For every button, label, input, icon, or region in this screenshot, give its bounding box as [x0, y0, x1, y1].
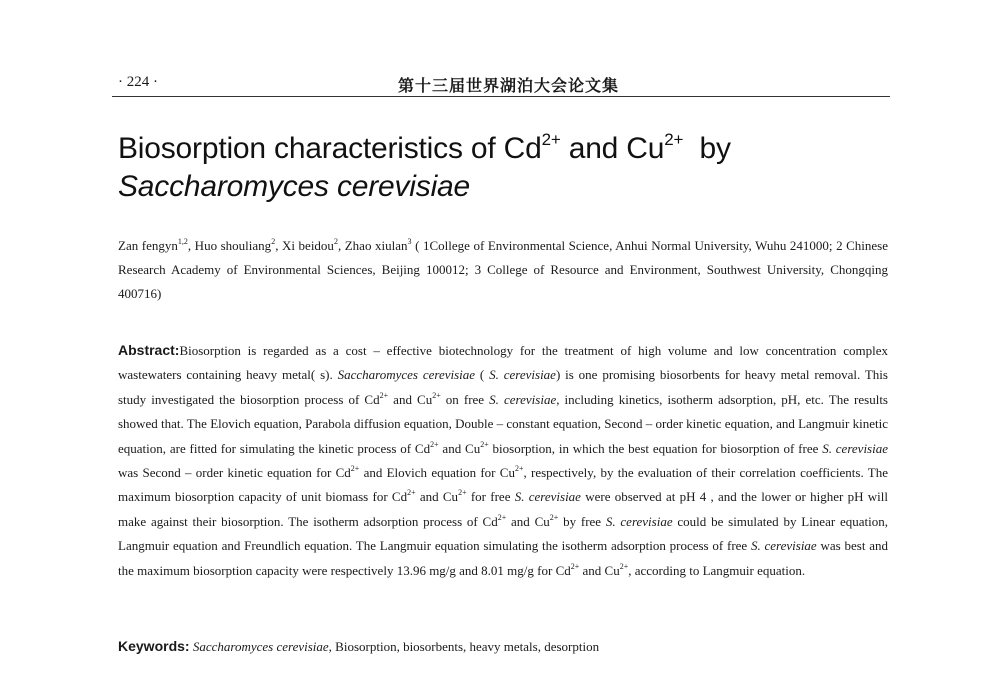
- ion-charge: 2+: [570, 561, 580, 571]
- page-header: [112, 70, 890, 98]
- abstract-text: and Elovich equation for Cu: [359, 465, 515, 481]
- title-text: by: [683, 132, 731, 165]
- author-affiliation-mark: 2: [333, 237, 338, 246]
- running-head: 第十三届世界湖泊大会论文集: [398, 76, 620, 95]
- author-name: , Xi beidou: [275, 238, 334, 253]
- abstract-text: and Cu: [506, 513, 550, 529]
- title-superscript: 2+: [541, 130, 561, 149]
- author-affiliation-mark: 2: [271, 237, 276, 246]
- ion-charge: 2+: [407, 488, 416, 498]
- species-name: S. cerevisiae: [489, 367, 556, 383]
- title-line-2: Saccharomyces cerevisiae: [118, 170, 471, 203]
- abstract-text: was best and the maximum biosorption capacity were respectively 13.96 mg/g and 8.01 mg/g for Cd: [118, 538, 888, 578]
- abstract-text: for free: [466, 489, 515, 505]
- ion-charge: 2+: [430, 439, 439, 449]
- author-name: , Huo shouliang: [187, 238, 272, 253]
- abstract-text: was Second – order kinetic equation for Cd: [118, 465, 351, 481]
- abstract-text: , respectively, by the evaluation of their correlation coefficients. The maximum biosorption capacity of unit biomass for Cd: [118, 465, 888, 505]
- header-rule: [112, 96, 890, 97]
- keywords-label: Keywords:: [118, 638, 190, 654]
- keywords-line: [118, 636, 888, 657]
- abstract-text: biosorption, in which the best equation for biosorption of free: [488, 440, 823, 456]
- species-name: S. cerevisiae: [489, 391, 557, 407]
- abstract-label: Abstract:: [118, 342, 180, 358]
- author-name: Zan fengyn: [118, 238, 178, 253]
- abstract-text: Biosorption is regarded as a cost – effective biotechnology for the treatment of high volume and low concentration complex wastewaters containing heavy metal( s).: [118, 343, 888, 383]
- abstract-text: and Cu: [415, 489, 459, 505]
- abstract-text: by free: [558, 513, 606, 529]
- abstract-text: on free: [440, 391, 490, 407]
- abstract-text: and Cu: [438, 440, 481, 456]
- abstract-text: , according to Langmuir equation.: [628, 562, 806, 578]
- ion-charge: 2+: [350, 464, 360, 474]
- authors-block: [118, 234, 888, 306]
- abstract-text: ) is one promising biosorbents for heavy metal removal. This study investigated the biosorption process of Cd: [118, 367, 888, 407]
- ion-charge: 2+: [458, 488, 467, 498]
- ion-charge: 2+: [480, 439, 489, 449]
- paper-title: [118, 130, 878, 206]
- ion-charge: 2+: [432, 390, 441, 400]
- page-number: · 224 ·: [118, 74, 158, 90]
- title-text: Biosorption characteristics of Cd: [118, 132, 542, 165]
- title-line-1: [118, 130, 878, 168]
- species-name: S. cerevisiae: [605, 513, 673, 529]
- abstract-paragraph: [118, 338, 888, 583]
- keywords-list: , Biosorption, biosorbents, heavy metals, desorption: [328, 639, 600, 654]
- keyword-species: Saccharomyces cerevisiae: [192, 639, 329, 654]
- species-name: Saccharomyces cerevisiae: [337, 367, 476, 383]
- species-name: S. cerevisiae: [750, 538, 817, 554]
- abstract-text: and Cu: [579, 562, 620, 578]
- abstract-text: and Cu: [388, 391, 433, 407]
- title-text: and Cu: [560, 132, 665, 165]
- ion-charge: 2+: [549, 512, 559, 522]
- title-superscript: 2+: [664, 130, 684, 149]
- species-name: S. cerevisiae: [514, 489, 581, 505]
- author-affiliation-mark: 3: [407, 237, 412, 246]
- abstract-text: (: [475, 367, 490, 383]
- ion-charge: 2+: [497, 512, 507, 522]
- author-affiliation-mark: 1,2: [177, 237, 188, 246]
- affiliations: ( 1College of Environmental Science, Anhui Normal University, Wuhu 241000; 2 Chinese Research Academy of Environmental Sciences, Beijing 100012; 3 College of Resource and Environment, Southwest University, Chongqing 400716): [118, 238, 889, 301]
- abstract-text: were observed at pH 4 , and the lower or higher pH will make against their biosorption. The isotherm adsorption process of Cd: [118, 489, 888, 529]
- abstract-text: could be simulated by Linear equation, Langmuir equation and Freundlich equation. The Langmuir equation simulating the isotherm adsorption process of free: [118, 513, 888, 554]
- ion-charge: 2+: [619, 561, 629, 571]
- ion-charge: 2+: [514, 464, 524, 474]
- species-name: S. cerevisiae: [822, 440, 888, 456]
- ion-charge: 2+: [379, 390, 389, 400]
- abstract-text: , including kinetics, isotherm adsorption, pH, etc. The results showed that. The Elovich equation, Parabola diffusion equation, Double – constant equation, Second – order kinetic equation, and Langmuir kinetic equation, are fitted for simulating the kinetic process of Cd: [118, 391, 888, 456]
- author-name: , Zhao xiulan: [337, 238, 408, 253]
